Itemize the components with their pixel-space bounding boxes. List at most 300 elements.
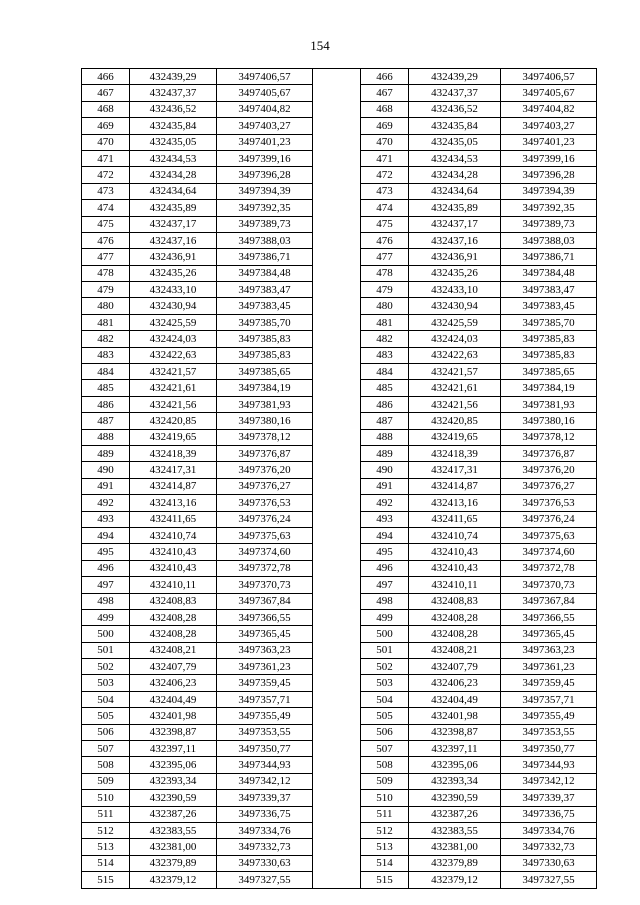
right-point-number-cell: 515 (361, 872, 409, 888)
right-y-coordinate-cell: 3497370,73 (501, 577, 597, 593)
column-gap (313, 577, 361, 593)
right-y-coordinate-cell: 3497376,20 (501, 462, 597, 478)
column-gap (313, 282, 361, 298)
right-point-number-cell: 480 (361, 298, 409, 314)
left-y-coordinate-cell: 3497385,70 (217, 314, 313, 330)
right-y-coordinate-cell: 3497406,57 (501, 69, 597, 85)
left-x-coordinate-cell: 432410,74 (130, 527, 217, 543)
right-y-coordinate-cell: 3497404,82 (501, 101, 597, 117)
right-point-number-cell: 486 (361, 396, 409, 412)
left-y-coordinate-cell: 3497350,77 (217, 741, 313, 757)
right-point-number-cell: 508 (361, 757, 409, 773)
right-x-coordinate-cell: 432410,11 (409, 577, 501, 593)
column-gap (313, 314, 361, 330)
right-x-coordinate-cell: 432393,34 (409, 773, 501, 789)
right-y-coordinate-cell: 3497385,65 (501, 364, 597, 380)
table-row (82, 69, 597, 85)
left-y-coordinate-cell: 3497406,57 (217, 69, 313, 85)
left-point-number-cell: 472 (82, 167, 130, 183)
left-y-coordinate-cell: 3497384,19 (217, 380, 313, 396)
left-x-coordinate-cell: 432398,87 (130, 724, 217, 740)
right-x-coordinate-cell: 432411,65 (409, 511, 501, 527)
table-row (82, 216, 597, 232)
right-y-coordinate-cell: 3497399,16 (501, 150, 597, 166)
right-y-coordinate-cell: 3497376,24 (501, 511, 597, 527)
right-y-coordinate-cell: 3497376,87 (501, 445, 597, 461)
table-row (82, 822, 597, 838)
column-gap (313, 462, 361, 478)
left-point-number-cell: 508 (82, 757, 130, 773)
left-x-coordinate-cell: 432421,61 (130, 380, 217, 396)
left-point-number-cell: 499 (82, 609, 130, 625)
column-gap (313, 609, 361, 625)
right-y-coordinate-cell: 3497327,55 (501, 872, 597, 888)
left-point-number-cell: 488 (82, 429, 130, 445)
right-point-number-cell: 510 (361, 790, 409, 806)
left-x-coordinate-cell: 432419,65 (130, 429, 217, 445)
left-x-coordinate-cell: 432393,34 (130, 773, 217, 789)
left-point-number-cell: 498 (82, 593, 130, 609)
right-point-number-cell: 506 (361, 724, 409, 740)
table-row (82, 445, 597, 461)
left-point-number-cell: 480 (82, 298, 130, 314)
right-x-coordinate-cell: 432401,98 (409, 708, 501, 724)
left-y-coordinate-cell: 3497385,83 (217, 331, 313, 347)
column-gap (313, 134, 361, 150)
table-row (82, 806, 597, 822)
column-gap (313, 839, 361, 855)
table-row (82, 511, 597, 527)
left-point-number-cell: 484 (82, 364, 130, 380)
column-gap (313, 773, 361, 789)
left-x-coordinate-cell: 432383,55 (130, 822, 217, 838)
left-point-number-cell: 490 (82, 462, 130, 478)
right-point-number-cell: 493 (361, 511, 409, 527)
right-point-number-cell: 496 (361, 560, 409, 576)
right-x-coordinate-cell: 432387,26 (409, 806, 501, 822)
table-row (82, 593, 597, 609)
right-x-coordinate-cell: 432410,43 (409, 544, 501, 560)
left-y-coordinate-cell: 3497386,71 (217, 249, 313, 265)
column-gap (313, 265, 361, 281)
left-x-coordinate-cell: 432406,23 (130, 675, 217, 691)
left-x-coordinate-cell: 432421,57 (130, 364, 217, 380)
table-row (82, 150, 597, 166)
right-y-coordinate-cell: 3497374,60 (501, 544, 597, 560)
right-point-number-cell: 466 (361, 69, 409, 85)
left-y-coordinate-cell: 3497405,67 (217, 85, 313, 101)
left-x-coordinate-cell: 432411,65 (130, 511, 217, 527)
left-point-number-cell: 513 (82, 839, 130, 855)
right-x-coordinate-cell: 432398,87 (409, 724, 501, 740)
right-point-number-cell: 478 (361, 265, 409, 281)
left-x-coordinate-cell: 432424,03 (130, 331, 217, 347)
left-y-coordinate-cell: 3497330,63 (217, 855, 313, 871)
left-x-coordinate-cell: 432379,89 (130, 855, 217, 871)
left-y-coordinate-cell: 3497339,37 (217, 790, 313, 806)
left-point-number-cell: 502 (82, 659, 130, 675)
right-point-number-cell: 490 (361, 462, 409, 478)
left-y-coordinate-cell: 3497332,73 (217, 839, 313, 855)
right-x-coordinate-cell: 432418,39 (409, 445, 501, 461)
right-point-number-cell: 476 (361, 232, 409, 248)
left-point-number-cell: 473 (82, 183, 130, 199)
right-point-number-cell: 500 (361, 626, 409, 642)
right-point-number-cell: 470 (361, 134, 409, 150)
right-y-coordinate-cell: 3497339,37 (501, 790, 597, 806)
left-x-coordinate-cell: 432434,64 (130, 183, 217, 199)
column-gap (313, 806, 361, 822)
left-x-coordinate-cell: 432434,53 (130, 150, 217, 166)
right-y-coordinate-cell: 3497367,84 (501, 593, 597, 609)
right-point-number-cell: 477 (361, 249, 409, 265)
left-point-number-cell: 482 (82, 331, 130, 347)
right-x-coordinate-cell: 432437,17 (409, 216, 501, 232)
left-y-coordinate-cell: 3497375,63 (217, 527, 313, 543)
right-point-number-cell: 514 (361, 855, 409, 871)
left-y-coordinate-cell: 3497381,93 (217, 396, 313, 412)
left-x-coordinate-cell: 432408,28 (130, 626, 217, 642)
left-x-coordinate-cell: 432436,91 (130, 249, 217, 265)
left-y-coordinate-cell: 3497353,55 (217, 724, 313, 740)
left-x-coordinate-cell: 432379,12 (130, 872, 217, 888)
left-x-coordinate-cell: 432422,63 (130, 347, 217, 363)
left-x-coordinate-cell: 432381,00 (130, 839, 217, 855)
right-point-number-cell: 485 (361, 380, 409, 396)
left-x-coordinate-cell: 432437,16 (130, 232, 217, 248)
left-x-coordinate-cell: 432410,11 (130, 577, 217, 593)
left-y-coordinate-cell: 3497376,20 (217, 462, 313, 478)
right-point-number-cell: 509 (361, 773, 409, 789)
left-y-coordinate-cell: 3497399,16 (217, 150, 313, 166)
left-y-coordinate-cell: 3497401,23 (217, 134, 313, 150)
table-row (82, 577, 597, 593)
right-x-coordinate-cell: 432422,63 (409, 347, 501, 363)
left-y-coordinate-cell: 3497396,28 (217, 167, 313, 183)
right-x-coordinate-cell: 432421,56 (409, 396, 501, 412)
right-x-coordinate-cell: 432425,59 (409, 314, 501, 330)
table-row (82, 872, 597, 888)
table-row (82, 429, 597, 445)
left-x-coordinate-cell: 432417,31 (130, 462, 217, 478)
right-y-coordinate-cell: 3497389,73 (501, 216, 597, 232)
left-x-coordinate-cell: 432437,37 (130, 85, 217, 101)
column-gap (313, 183, 361, 199)
left-point-number-cell: 503 (82, 675, 130, 691)
column-gap (313, 757, 361, 773)
table-row (82, 249, 597, 265)
right-point-number-cell: 473 (361, 183, 409, 199)
right-y-coordinate-cell: 3497385,83 (501, 331, 597, 347)
column-gap (313, 232, 361, 248)
right-x-coordinate-cell: 432395,06 (409, 757, 501, 773)
table-row (82, 265, 597, 281)
left-point-number-cell: 466 (82, 69, 130, 85)
right-x-coordinate-cell: 432383,55 (409, 822, 501, 838)
right-point-number-cell: 479 (361, 282, 409, 298)
right-y-coordinate-cell: 3497388,03 (501, 232, 597, 248)
column-gap (313, 298, 361, 314)
right-x-coordinate-cell: 432421,57 (409, 364, 501, 380)
left-y-coordinate-cell: 3497380,16 (217, 413, 313, 429)
left-x-coordinate-cell: 432439,29 (130, 69, 217, 85)
table-row (82, 200, 597, 216)
column-gap (313, 872, 361, 888)
table-row (82, 167, 597, 183)
table-row (82, 282, 597, 298)
left-x-coordinate-cell: 432387,26 (130, 806, 217, 822)
column-gap (313, 659, 361, 675)
column-gap (313, 478, 361, 494)
table-row (82, 708, 597, 724)
left-point-number-cell: 468 (82, 101, 130, 117)
right-y-coordinate-cell: 3497384,19 (501, 380, 597, 396)
right-y-coordinate-cell: 3497366,55 (501, 609, 597, 625)
right-y-coordinate-cell: 3497330,63 (501, 855, 597, 871)
right-x-coordinate-cell: 432379,89 (409, 855, 501, 871)
left-point-number-cell: 476 (82, 232, 130, 248)
right-x-coordinate-cell: 432424,03 (409, 331, 501, 347)
table-row (82, 855, 597, 871)
right-y-coordinate-cell: 3497359,45 (501, 675, 597, 691)
right-y-coordinate-cell: 3497372,78 (501, 560, 597, 576)
right-point-number-cell: 467 (361, 85, 409, 101)
column-gap (313, 724, 361, 740)
left-point-number-cell: 483 (82, 347, 130, 363)
left-point-number-cell: 477 (82, 249, 130, 265)
table-row (82, 298, 597, 314)
left-x-coordinate-cell: 432434,28 (130, 167, 217, 183)
table-row (82, 609, 597, 625)
column-gap (313, 396, 361, 412)
right-point-number-cell: 511 (361, 806, 409, 822)
left-y-coordinate-cell: 3497388,03 (217, 232, 313, 248)
right-x-coordinate-cell: 432435,05 (409, 134, 501, 150)
left-point-number-cell: 494 (82, 527, 130, 543)
left-y-coordinate-cell: 3497385,65 (217, 364, 313, 380)
right-y-coordinate-cell: 3497357,71 (501, 691, 597, 707)
left-y-coordinate-cell: 3497374,60 (217, 544, 313, 560)
right-y-coordinate-cell: 3497376,53 (501, 495, 597, 511)
left-point-number-cell: 493 (82, 511, 130, 527)
table-row (82, 314, 597, 330)
left-point-number-cell: 500 (82, 626, 130, 642)
column-gap (313, 167, 361, 183)
column-gap (313, 822, 361, 838)
table-row (82, 773, 597, 789)
right-point-number-cell: 487 (361, 413, 409, 429)
table-row (82, 101, 597, 117)
left-y-coordinate-cell: 3497394,39 (217, 183, 313, 199)
left-point-number-cell: 514 (82, 855, 130, 871)
left-x-coordinate-cell: 432437,17 (130, 216, 217, 232)
right-point-number-cell: 503 (361, 675, 409, 691)
left-point-number-cell: 497 (82, 577, 130, 593)
left-y-coordinate-cell: 3497334,76 (217, 822, 313, 838)
column-gap (313, 150, 361, 166)
left-y-coordinate-cell: 3497365,45 (217, 626, 313, 642)
right-point-number-cell: 507 (361, 741, 409, 757)
left-point-number-cell: 505 (82, 708, 130, 724)
column-gap (313, 560, 361, 576)
right-x-coordinate-cell: 432397,11 (409, 741, 501, 757)
right-x-coordinate-cell: 432379,12 (409, 872, 501, 888)
left-point-number-cell: 489 (82, 445, 130, 461)
right-y-coordinate-cell: 3497394,39 (501, 183, 597, 199)
right-x-coordinate-cell: 432417,31 (409, 462, 501, 478)
page-number: 154 (310, 38, 330, 53)
left-y-coordinate-cell: 3497366,55 (217, 609, 313, 625)
left-x-coordinate-cell: 432404,49 (130, 691, 217, 707)
right-y-coordinate-cell: 3497383,47 (501, 282, 597, 298)
column-gap (313, 495, 361, 511)
column-gap (313, 249, 361, 265)
right-x-coordinate-cell: 432406,23 (409, 675, 501, 691)
right-point-number-cell: 481 (361, 314, 409, 330)
left-point-number-cell: 501 (82, 642, 130, 658)
right-x-coordinate-cell: 432437,37 (409, 85, 501, 101)
right-y-coordinate-cell: 3497403,27 (501, 118, 597, 134)
right-x-coordinate-cell: 432407,79 (409, 659, 501, 675)
right-x-coordinate-cell: 432404,49 (409, 691, 501, 707)
left-x-coordinate-cell: 432425,59 (130, 314, 217, 330)
left-point-number-cell: 481 (82, 314, 130, 330)
right-point-number-cell: 505 (361, 708, 409, 724)
right-x-coordinate-cell: 432390,59 (409, 790, 501, 806)
right-y-coordinate-cell: 3497381,93 (501, 396, 597, 412)
right-x-coordinate-cell: 432408,83 (409, 593, 501, 609)
left-x-coordinate-cell: 432408,21 (130, 642, 217, 658)
left-point-number-cell: 469 (82, 118, 130, 134)
right-y-coordinate-cell: 3497386,71 (501, 249, 597, 265)
right-point-number-cell: 502 (361, 659, 409, 675)
right-x-coordinate-cell: 432410,43 (409, 560, 501, 576)
right-y-coordinate-cell: 3497401,23 (501, 134, 597, 150)
left-y-coordinate-cell: 3497392,35 (217, 200, 313, 216)
right-point-number-cell: 491 (361, 478, 409, 494)
table-row (82, 347, 597, 363)
column-gap (313, 626, 361, 642)
left-point-number-cell: 470 (82, 134, 130, 150)
right-x-coordinate-cell: 432437,16 (409, 232, 501, 248)
left-x-coordinate-cell: 432397,11 (130, 741, 217, 757)
left-x-coordinate-cell: 432435,89 (130, 200, 217, 216)
left-point-number-cell: 511 (82, 806, 130, 822)
left-x-coordinate-cell: 432390,59 (130, 790, 217, 806)
table-row (82, 331, 597, 347)
table-row (82, 659, 597, 675)
right-point-number-cell: 484 (361, 364, 409, 380)
right-y-coordinate-cell: 3497361,23 (501, 659, 597, 675)
right-x-coordinate-cell: 432381,00 (409, 839, 501, 855)
coordinates-table (81, 68, 597, 889)
right-y-coordinate-cell: 3497385,70 (501, 314, 597, 330)
left-x-coordinate-cell: 432430,94 (130, 298, 217, 314)
right-x-coordinate-cell: 432434,28 (409, 167, 501, 183)
column-gap (313, 69, 361, 85)
table-row (82, 642, 597, 658)
right-x-coordinate-cell: 432419,65 (409, 429, 501, 445)
right-y-coordinate-cell: 3497376,27 (501, 478, 597, 494)
left-y-coordinate-cell: 3497383,47 (217, 282, 313, 298)
column-gap (313, 429, 361, 445)
right-y-coordinate-cell: 3497392,35 (501, 200, 597, 216)
right-point-number-cell: 495 (361, 544, 409, 560)
column-gap (313, 101, 361, 117)
table-row (82, 626, 597, 642)
table-row (82, 232, 597, 248)
right-y-coordinate-cell: 3497342,12 (501, 773, 597, 789)
left-point-number-cell: 474 (82, 200, 130, 216)
table-row (82, 134, 597, 150)
left-x-coordinate-cell: 432408,83 (130, 593, 217, 609)
right-y-coordinate-cell: 3497350,77 (501, 741, 597, 757)
right-y-coordinate-cell: 3497336,75 (501, 806, 597, 822)
left-point-number-cell: 510 (82, 790, 130, 806)
left-point-number-cell: 496 (82, 560, 130, 576)
table-row (82, 839, 597, 855)
right-y-coordinate-cell: 3497396,28 (501, 167, 597, 183)
table-row (82, 85, 597, 101)
right-x-coordinate-cell: 432434,53 (409, 150, 501, 166)
right-x-coordinate-cell: 432421,61 (409, 380, 501, 396)
right-x-coordinate-cell: 432435,84 (409, 118, 501, 134)
left-y-coordinate-cell: 3497389,73 (217, 216, 313, 232)
left-point-number-cell: 467 (82, 85, 130, 101)
right-point-number-cell: 497 (361, 577, 409, 593)
left-x-coordinate-cell: 432414,87 (130, 478, 217, 494)
right-y-coordinate-cell: 3497344,93 (501, 757, 597, 773)
table-row (82, 527, 597, 543)
right-y-coordinate-cell: 3497353,55 (501, 724, 597, 740)
left-y-coordinate-cell: 3497376,87 (217, 445, 313, 461)
right-point-number-cell: 499 (361, 609, 409, 625)
column-gap (313, 675, 361, 691)
right-x-coordinate-cell: 432433,10 (409, 282, 501, 298)
right-y-coordinate-cell: 3497378,12 (501, 429, 597, 445)
table-row (82, 413, 597, 429)
left-y-coordinate-cell: 3497384,48 (217, 265, 313, 281)
right-x-coordinate-cell: 432408,28 (409, 609, 501, 625)
left-point-number-cell: 479 (82, 282, 130, 298)
left-x-coordinate-cell: 432395,06 (130, 757, 217, 773)
right-y-coordinate-cell: 3497385,83 (501, 347, 597, 363)
column-gap (313, 741, 361, 757)
left-x-coordinate-cell: 432413,16 (130, 495, 217, 511)
left-point-number-cell: 509 (82, 773, 130, 789)
right-x-coordinate-cell: 432435,89 (409, 200, 501, 216)
right-y-coordinate-cell: 3497355,49 (501, 708, 597, 724)
left-y-coordinate-cell: 3497370,73 (217, 577, 313, 593)
left-y-coordinate-cell: 3497342,12 (217, 773, 313, 789)
left-y-coordinate-cell: 3497376,53 (217, 495, 313, 511)
right-y-coordinate-cell: 3497332,73 (501, 839, 597, 855)
column-gap (313, 691, 361, 707)
left-point-number-cell: 491 (82, 478, 130, 494)
column-gap (313, 855, 361, 871)
left-y-coordinate-cell: 3497359,45 (217, 675, 313, 691)
right-x-coordinate-cell: 432413,16 (409, 495, 501, 511)
left-x-coordinate-cell: 432421,56 (130, 396, 217, 412)
right-point-number-cell: 471 (361, 150, 409, 166)
left-point-number-cell: 486 (82, 396, 130, 412)
column-gap (313, 511, 361, 527)
left-y-coordinate-cell: 3497385,83 (217, 347, 313, 363)
left-x-coordinate-cell: 432401,98 (130, 708, 217, 724)
right-y-coordinate-cell: 3497363,23 (501, 642, 597, 658)
right-x-coordinate-cell: 432408,28 (409, 626, 501, 642)
left-point-number-cell: 506 (82, 724, 130, 740)
